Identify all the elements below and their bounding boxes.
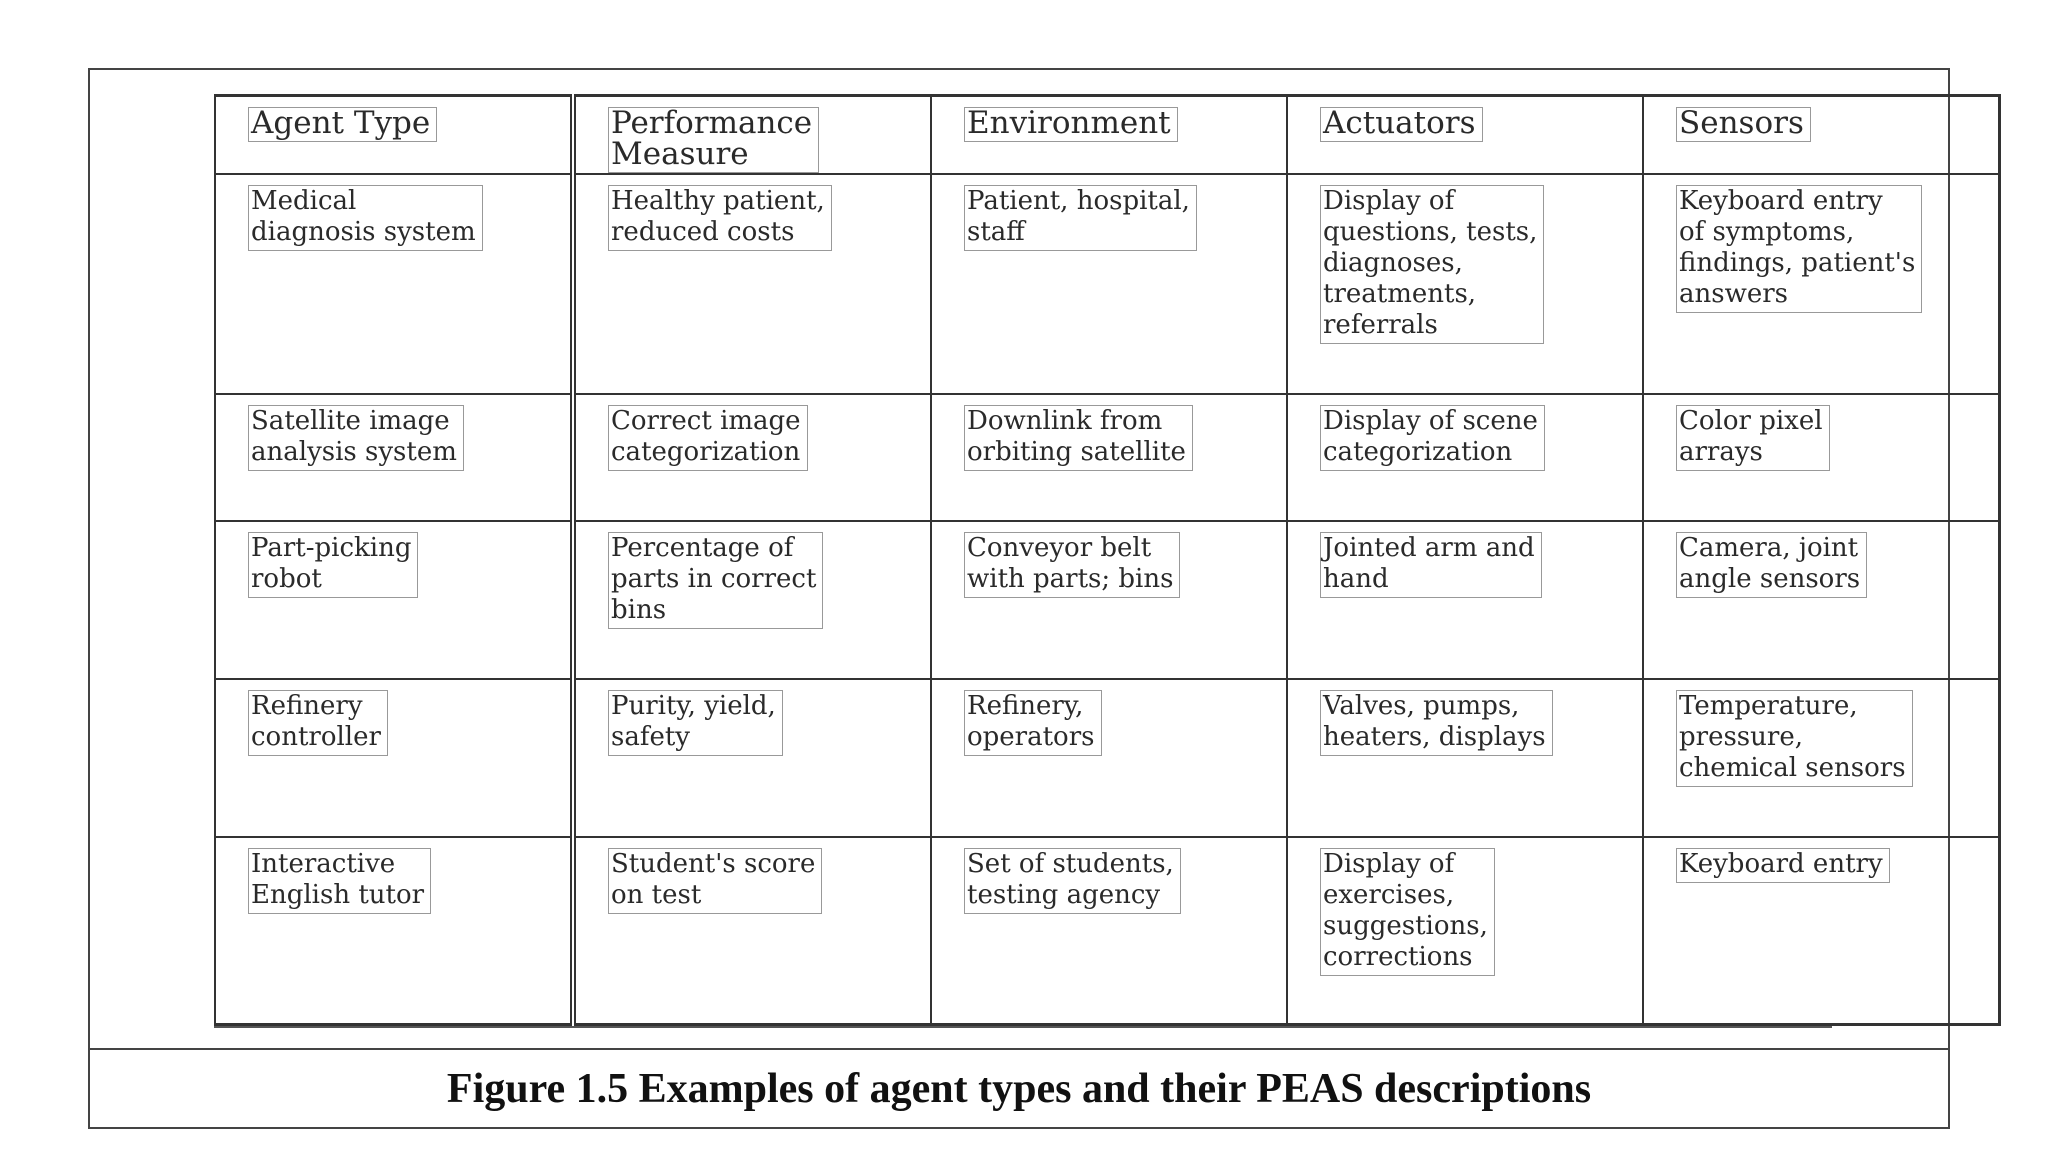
table-cell (1643, 521, 2000, 679)
table-cell (1287, 837, 1643, 1025)
header-label: Environment (964, 107, 1178, 142)
table-cell (1643, 837, 2000, 1025)
cell-text: Temperature, pressure, chemical sensors (1676, 690, 1913, 787)
cell-text: Color pixel arrays (1676, 405, 1830, 471)
header-cell-actuators (1287, 96, 1643, 175)
table-row (215, 174, 2000, 394)
table-cell (931, 394, 1287, 521)
peas-table (214, 94, 2001, 1026)
table-row (215, 521, 2000, 679)
header-label: Sensors (1676, 107, 1811, 142)
header-cell-sensors (1643, 96, 2000, 175)
table-cell (573, 837, 931, 1025)
cell-text: Keyboard entry (1676, 848, 1890, 883)
cell-text: Correct image categorization (608, 405, 808, 471)
header-label: Performance Measure (608, 107, 819, 173)
table-cell (1287, 174, 1643, 394)
table-header-row (215, 96, 2000, 175)
table-cell (931, 679, 1287, 837)
figure-frame (88, 68, 1950, 1129)
header-cell-environment (931, 96, 1287, 175)
table-cell (931, 174, 1287, 394)
peas-table-wrapper (214, 94, 1916, 1018)
caption-band (90, 1048, 1948, 1127)
table-cell (1287, 394, 1643, 521)
table-cell (215, 837, 573, 1025)
table-cell (931, 521, 1287, 679)
table-row (215, 837, 2000, 1025)
table-row (215, 679, 2000, 837)
cell-text: Satellite image analysis system (248, 405, 464, 471)
cell-text: Patient, hospital, staff (964, 185, 1197, 251)
cell-text: Keyboard entry of symptoms, findings, patient's answers (1676, 185, 1922, 313)
table-cell (215, 521, 573, 679)
cell-text: Part-picking robot (248, 532, 418, 598)
table-cell (1643, 679, 2000, 837)
cell-text: Camera, joint angle sensors (1676, 532, 1867, 598)
table-cell (573, 174, 931, 394)
cell-text: Percentage of parts in correct bins (608, 532, 823, 629)
table-cell (573, 394, 931, 521)
cell-text: Purity, yield, safety (608, 690, 783, 756)
cell-text: Interactive English tutor (248, 848, 431, 914)
table-cell (931, 837, 1287, 1025)
table-cell (1287, 521, 1643, 679)
cell-text: Jointed arm and hand (1320, 532, 1542, 598)
header-cell-performance-measure (573, 96, 931, 175)
table-row (215, 394, 2000, 521)
table-bottom-rule (214, 1026, 1832, 1028)
cell-text: Downlink from orbiting satellite (964, 405, 1193, 471)
cell-text: Conveyor belt with parts; bins (964, 532, 1180, 598)
header-cell-agent-type (215, 96, 573, 175)
table-cell (215, 174, 573, 394)
cell-text: Healthy patient, reduced costs (608, 185, 832, 251)
cell-text: Refinery controller (248, 690, 388, 756)
table-cell (215, 394, 573, 521)
figure-caption: Figure 1.5 Examples of agent types and their PEAS descriptions (446, 1065, 1592, 1112)
cell-text: Display of questions, tests, diagnoses, treatments, referrals (1320, 185, 1544, 344)
cell-text: Display of scene categorization (1320, 405, 1545, 471)
cell-text: Display of exercises, suggestions, corrections (1320, 848, 1495, 976)
table-cell (1643, 174, 2000, 394)
cell-text: Student's score on test (608, 848, 822, 914)
table-cell (1287, 679, 1643, 837)
header-label: Agent Type (248, 107, 437, 142)
cell-text: Set of students, testing agency (964, 848, 1181, 914)
cell-text: Valves, pumps, heaters, displays (1320, 690, 1553, 756)
table-cell (573, 679, 931, 837)
cell-text: Medical diagnosis system (248, 185, 483, 251)
table-cell (215, 679, 573, 837)
table-cell (1643, 394, 2000, 521)
header-label: Actuators (1320, 107, 1483, 142)
cell-text: Refinery, operators (964, 690, 1102, 756)
table-cell (573, 521, 931, 679)
